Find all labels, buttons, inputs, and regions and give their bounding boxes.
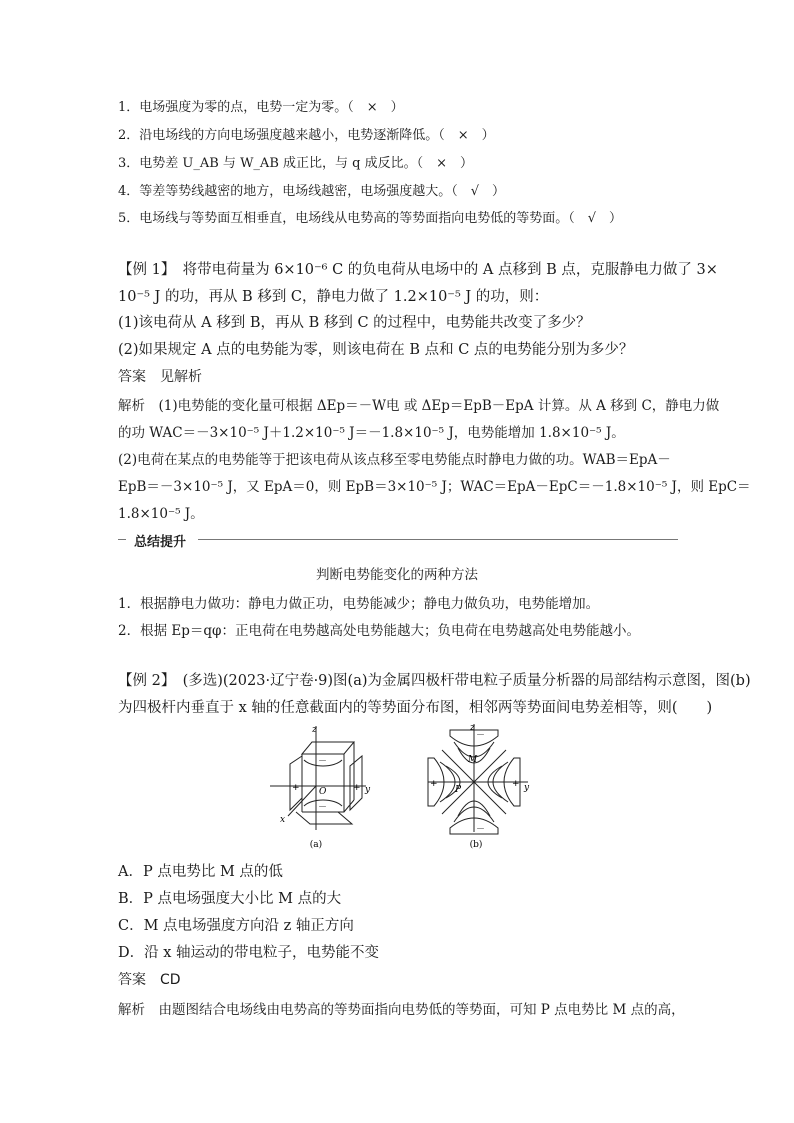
example1-analysis-2: 的功 WAC＝－3×10⁻⁵ J＋1.2×10⁻⁵ J＝－1.8×10⁻⁵ J，电势能增加 1.8×10⁻⁵ J。: [118, 425, 625, 441]
example1-answer: 答案 见解析: [118, 369, 202, 385]
fig-a-minus-bottom: －: [318, 803, 328, 813]
fig-a-plus-left: +: [292, 783, 300, 793]
fig-b-minus-top: －: [476, 731, 486, 741]
example1-line-2: 10⁻⁵ J 的功，再从 B 移到 C，静电力做了 1.2×10⁻⁵ J 的功，则：: [118, 289, 549, 305]
judgment-2: 2．沿电场线的方向电场强度越来越小，电势逐渐降低。（ × ）: [118, 128, 495, 143]
example2-line-1: 【例 2】 (多选)(2023·辽宁卷·9)图(a)为金属四极杆带电粒子质量分析器的局部结构示意图，图(b): [118, 673, 751, 689]
fig-a-z-label: z: [312, 725, 317, 735]
judgment-3: 3．电势差 U_AB 与 W_AB 成正比，与 q 成反比。（ × ）: [118, 156, 473, 171]
fig-a-y-label: y: [365, 785, 371, 795]
summary-label: 总结提升: [130, 531, 190, 550]
fig-a-plus-right: +: [353, 783, 361, 793]
figure-a-quadrupole: [266, 720, 376, 850]
figure-b-equipotential: [424, 722, 534, 850]
judgment-1: 1．电场强度为零的点，电势一定为零。（ × ）: [118, 100, 404, 115]
judgment-4: 4．等差等势线越密的地方，电场线越密，电场强度越大。（ √ ）: [118, 184, 506, 199]
figure-b-caption: (b): [469, 840, 483, 850]
option-d: D．沿 x 轴运动的带电粒子，电势能不变: [118, 945, 380, 961]
example1-question-2: (2)如果规定 A 点的电势能为零，则该电荷在 B 点和 C 点的电势能分别为多少？: [118, 342, 634, 358]
example1-analysis-4: EpB＝－3×10⁻⁵ J，又 EpA＝0，则 EpB＝3×10⁻⁵ J；WAC＝EpA－EpC＝－1.8×10⁻⁵ J，则 EpC＝: [118, 479, 751, 495]
fig-b-plus-right: +: [512, 779, 520, 789]
figure-a-caption: (a): [309, 840, 323, 850]
fig-b-point-m: M: [468, 755, 478, 765]
fig-a-origin-label: O: [319, 787, 327, 797]
fig-b-z-label: z: [470, 723, 475, 733]
example2-line-2: 为四极杆内垂直于 x 轴的任意截面内的等势面分布图，相邻两等势面间电势差相等，则( ): [118, 700, 713, 716]
example2-answer: 答案 CD: [118, 972, 181, 988]
example1-analysis-3: (2)电荷在某点的电势能等于把该电荷从该点移至零电势能点时静电力做的功。WAB＝EpA－: [118, 452, 671, 468]
summary-title: 判断电势能变化的两种方法: [316, 567, 478, 583]
fig-b-plus-left: +: [430, 779, 438, 789]
fig-b-minus-bottom: －: [476, 825, 486, 835]
judgment-5: 5．电场线与等势面互相垂直，电场线从电势高的等势面指向电势低的等势面。（ √ ）: [118, 211, 623, 226]
option-a: A．P 点电势比 M 点的低: [118, 864, 283, 880]
example2-analysis: 解析 由题图结合电场线由电势高的等势面指向电势低的等势面，可知 P 点电势比 M 点的高，: [118, 1002, 685, 1018]
summary-item-1: 1．根据静电力做功：静电力做正功，电势能减少；静电力做负功，电势能增加。: [118, 596, 600, 612]
option-b: B．P 点电场强度大小比 M 点的大: [118, 891, 342, 907]
summary-item-2: 2．根据 Ep＝qφ：正电荷在电势越高处电势能越大；负电荷在电势越高处电势能越小。: [118, 623, 640, 639]
fig-a-x-label: x: [280, 815, 286, 825]
option-c: C．M 点电场强度方向沿 z 轴正方向: [118, 918, 354, 934]
summary-divider: [118, 531, 678, 550]
example1-line-1: 【例 1】 将带电荷量为 6×10⁻⁶ C 的负电荷从电场中的 A 点移到 B 点，克服静电力做了 3×: [118, 262, 718, 278]
example1-question-1: (1)该电荷从 A 移到 B，再从 B 移到 C 的过程中，电势能共改变了多少？: [118, 315, 591, 331]
fig-a-minus-top: －: [318, 757, 328, 767]
fig-b-point-p: P: [455, 785, 462, 795]
example1-analysis-1: 解析 (1)电势能的变化量可根据 ΔEp＝－W电 或 ΔEp＝EpB－EpA 计算。从 A 移到 C，静电力做: [118, 398, 720, 414]
example1-analysis-5: 1.8×10⁻⁵ J。: [118, 506, 204, 522]
fig-b-y-label: y: [524, 783, 530, 793]
